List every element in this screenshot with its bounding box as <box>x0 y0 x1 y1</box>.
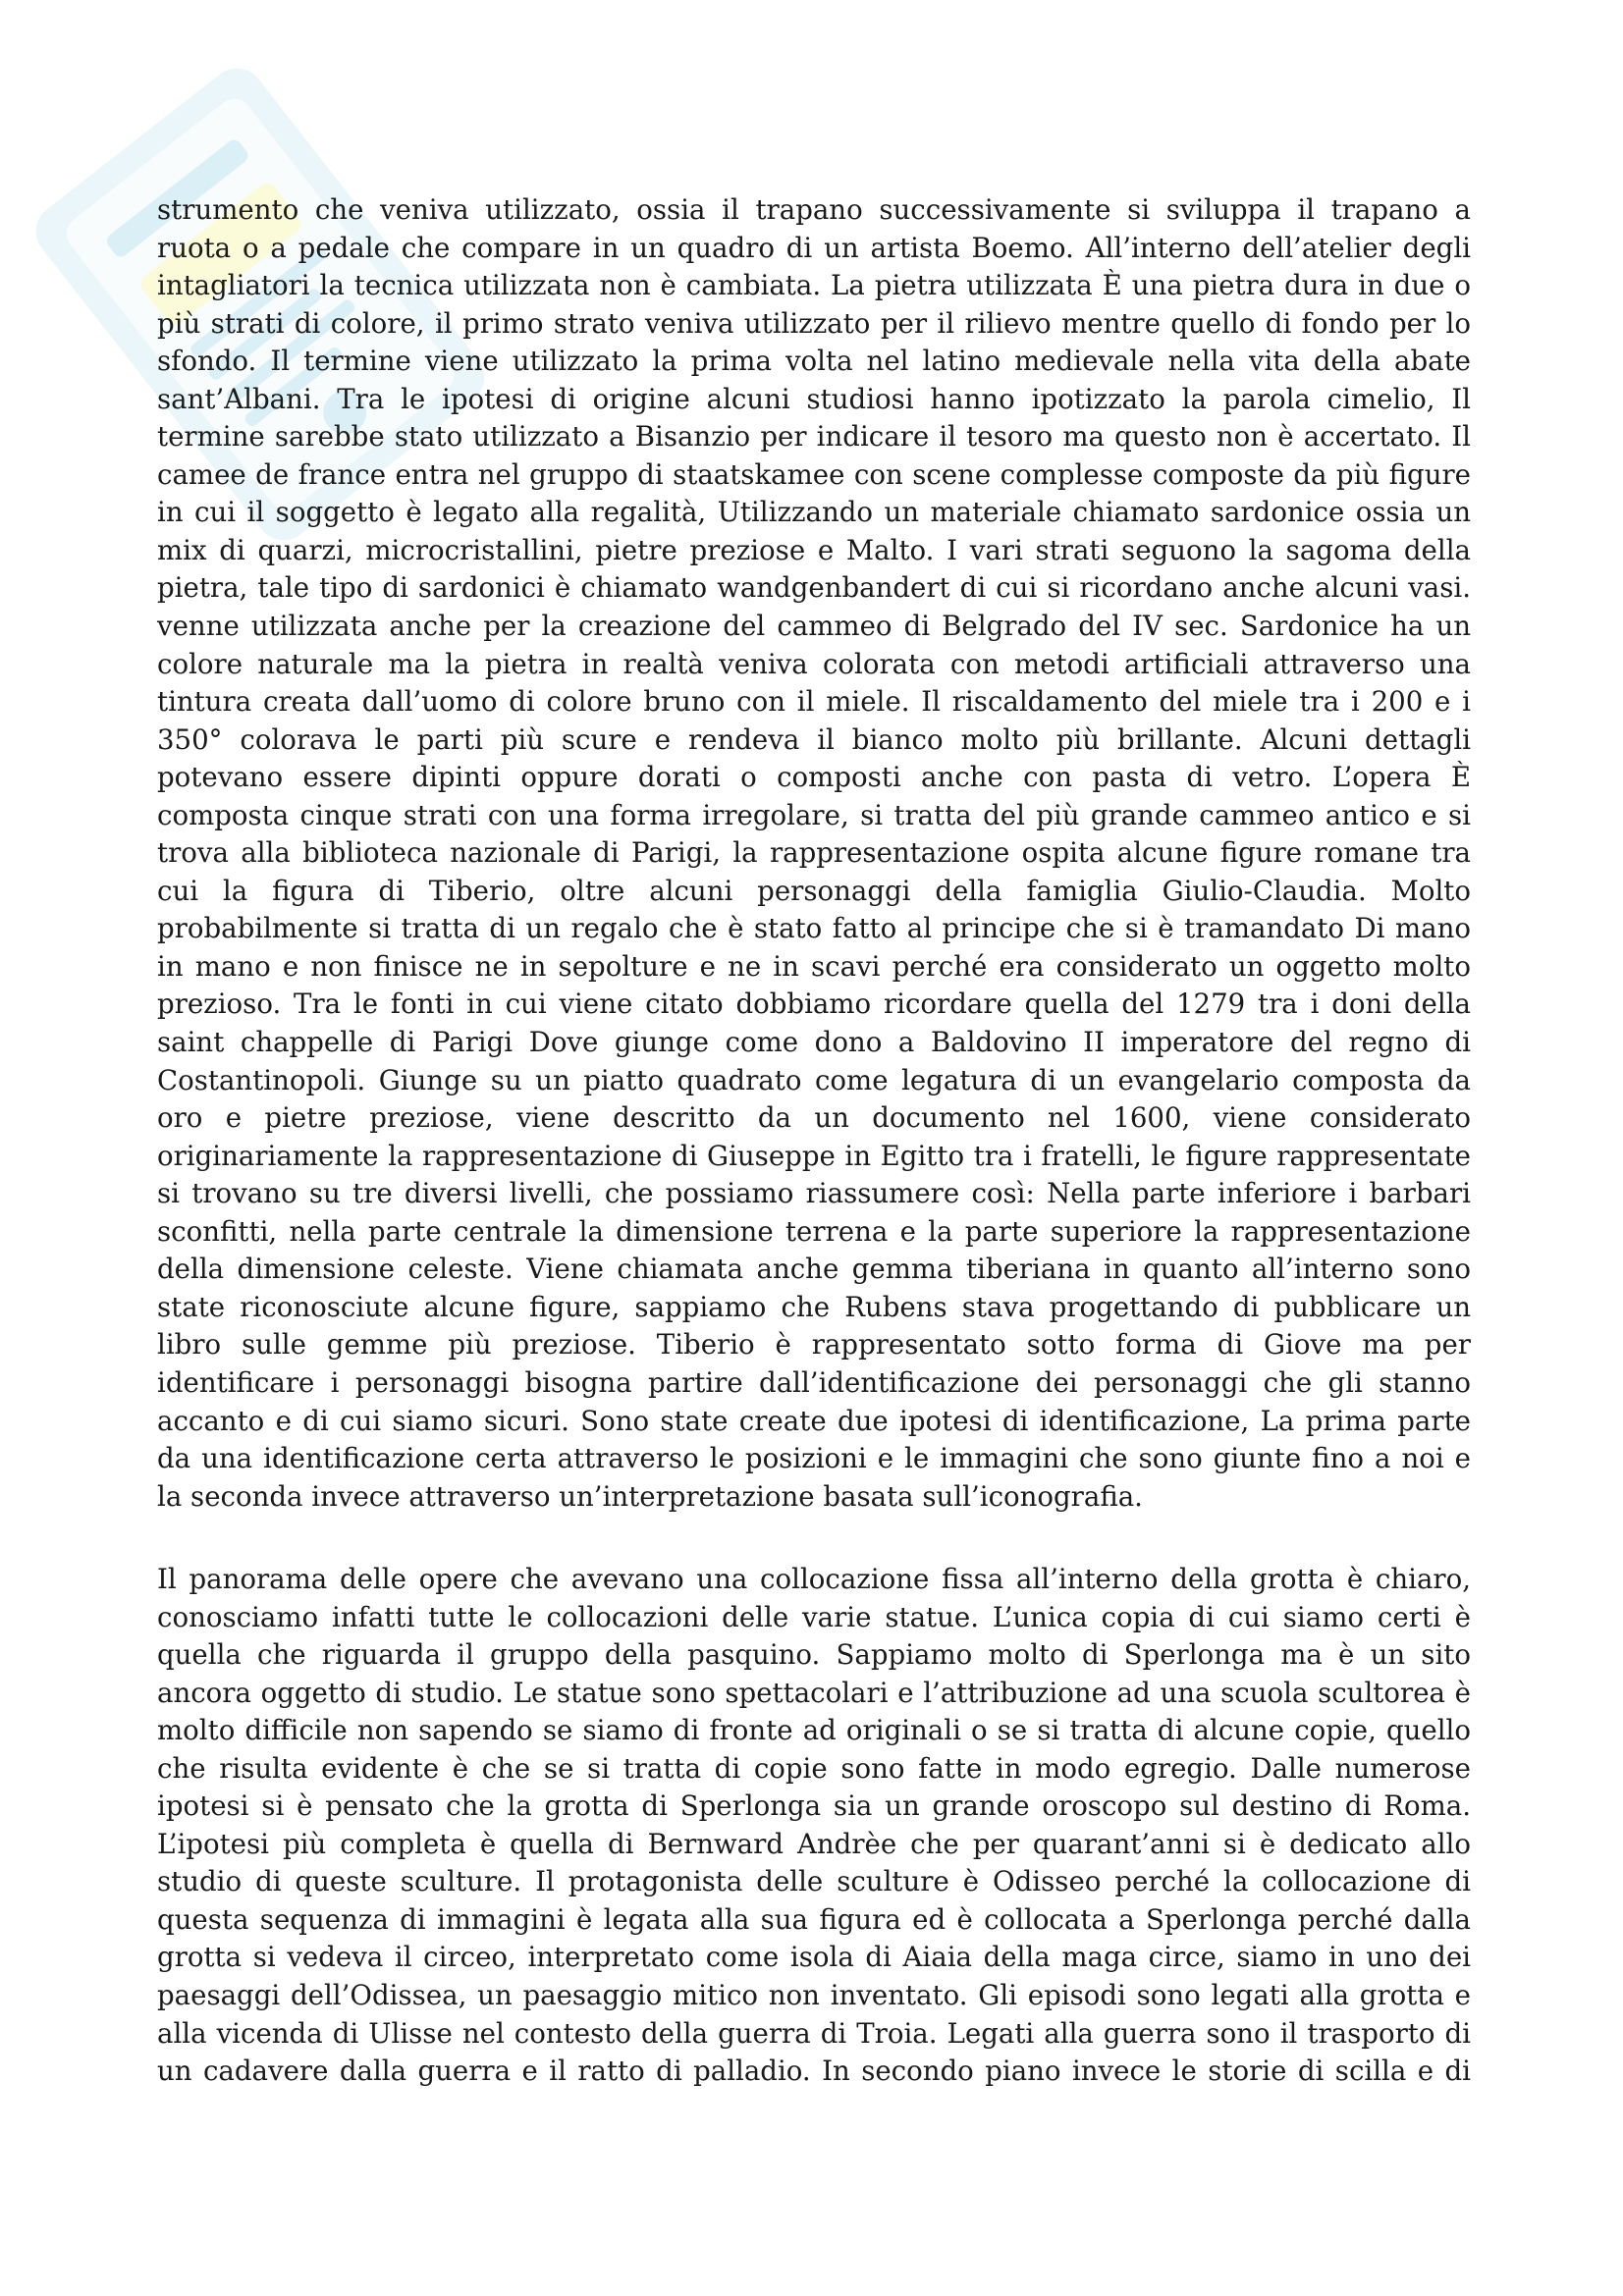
text-line: paesaggi dell’Odissea, un paesaggio mitico non inventato. Gli episodi sono legati alla grotta e <box>157 1979 1471 2012</box>
text-line: che risulta evidente è che se si tratta di copie sono fatte in modo egregio. Dalle numerose <box>157 1751 1471 1785</box>
text-line: trova alla biblioteca nazionale di Parigi, la rappresentazione ospita alcune figure romane tra <box>157 836 1471 870</box>
paragraph-2 <box>157 1561 1471 2091</box>
text-line: ipotesi si è pensato che la grotta di Sperlonga sia un grande oroscopo sul destino di Roma. <box>157 1789 1471 1823</box>
text-line: L’ipotesi più completa è quella di Bernward Andrèe che per quarant’anni si è dedicato allo <box>157 1827 1471 1860</box>
text-line: in cui il soggetto è legato alla regalità, Utilizzando un materiale chiamato sardonice ossia un <box>157 496 1471 529</box>
text-line: alla vicenda di Ulisse nel contesto della guerra di Troia. Legati alla guerra sono il trasporto di <box>157 2016 1471 2050</box>
text-line: conosciamo infatti tutte le collocazioni delle varie statue. L’unica copia di cui siamo certi è <box>157 1600 1471 1633</box>
paragraph-1 <box>157 191 1471 1516</box>
text-line: si trovano su tre diversi livelli, che possiamo riassumere così: Nella parte inferiore i barbari <box>157 1177 1471 1210</box>
text-line: 350° colorava le parti più scure e rendeva il bianco molto più brillante. Alcuni dettagli <box>157 722 1471 756</box>
text-line: ancora oggetto di studio. Le statue sono spettacolari e l’attribuzione ad una scuola scultorea è <box>157 1676 1471 1709</box>
text-line: accanto e di cui siamo sicuri. Sono state create due ipotesi di identificazione, La prima parte <box>157 1404 1471 1437</box>
text-line: intagliatori la tecnica utilizzata non è cambiata. La pietra utilizzata È una pietra dura in due o <box>157 269 1471 302</box>
text-line: sfondo. Il termine viene utilizzato la prima volta nel latino medievale nella vita della abate <box>157 345 1471 378</box>
text-line: strumento che veniva utilizzato, ossia il trapano successivamente si sviluppa il trapano a <box>157 193 1471 226</box>
text-line: in mano e non finisce ne in sepolture e ne in scavi perché era considerato un oggetto molto <box>157 949 1471 983</box>
text-line: colore naturale ma la pietra in realtà veniva colorata con metodi artificiali attraverso una <box>157 647 1471 680</box>
text-line: questa sequenza di immagini è legata alla sua figura ed è collocata a Sperlonga perché dalla <box>157 1902 1471 1936</box>
text-line: grotta si vedeva il circeo, interpretato come isola di Aiaia della maga circe, siamo in uno dei <box>157 1941 1471 1974</box>
text-line: prezioso. Tra le fonti in cui viene citato dobbiamo ricordare quella del 1279 tra i doni della <box>157 988 1471 1021</box>
text-line: identificare i personaggi bisogna partire dall’identificazione dei personaggi che gli stanno <box>157 1365 1471 1399</box>
text-line: libro sulle gemme più preziose. Tiberio è rappresentato sotto forma di Giove ma per <box>157 1328 1471 1362</box>
text-line: camee de france entra nel gruppo di staatskamee con scene complesse composte da più figure <box>157 457 1471 491</box>
text-line: potevano essere dipinti oppure dorati o composti anche con pasta di vetro. L’opera È <box>157 761 1471 794</box>
text-line: da una identificazione certa attraverso le posizioni e le immagini che sono giunte fino a noi e <box>157 1442 1471 1475</box>
text-line: sant’Albani. Tra le ipotesi di origine alcuni studiosi hanno ipotizzato la parola cimelio, Il <box>157 382 1471 415</box>
text-line: la seconda invece attraverso un’interpretazione basata sull’iconografia. <box>157 1479 1143 1513</box>
text-line: sconfitti, nella parte centrale la dimensione terrena e la parte superiore la rappresentazione <box>157 1214 1471 1248</box>
text-line: originariamente la rappresentazione di Giuseppe in Egitto tra i fratelli, le figure rappresentate <box>157 1139 1471 1172</box>
text-line: saint chappelle di Parigi Dove giunge come dono a Baldovino II imperatore del regno di <box>157 1026 1471 1059</box>
text-line: molto difficile non sapendo se siamo di fronte ad originali o se si tratta di alcune copie, quello <box>157 1714 1471 1747</box>
text-line: probabilmente si tratta di un regalo che è stato fatto al principe che si è tramandato Di mano <box>157 912 1471 945</box>
text-line: tintura creata dall’uomo di colore bruno con il miele. Il riscaldamento del miele tra i 200 e i <box>157 685 1471 719</box>
text-line: mix di quarzi, microcristallini, pietre preziose e Malto. I vari strati seguono la sagoma della <box>157 533 1471 566</box>
text-line: Il panorama delle opere che avevano una collocazione fissa all’interno della grotta è chiaro, <box>157 1563 1471 1595</box>
text-line: pietra, tale tipo di sardonici è chiamato wandgenbandert di cui si ricordano anche alcuni vasi. <box>157 571 1471 605</box>
text-line: composta cinque strati con una forma irregolare, si tratta del più grande cammeo antico e si <box>157 798 1471 831</box>
text-line: termine sarebbe stato utilizzato a Bisanzio per indicare il tesoro ma questo non è accertato. Il <box>157 420 1471 454</box>
text-line: oro e pietre preziose, viene descritto da un documento nel 1600, viene considerato <box>157 1101 1471 1135</box>
text-line: più strati di colore, il primo strato veniva utilizzato per il rilievo mentre quello di fondo per lo <box>157 306 1471 340</box>
text-line: Costantinopoli. Giunge su un piatto quadrato come legatura di un evangelario composta da <box>157 1063 1471 1096</box>
text-line: della dimensione celeste. Viene chiamata anche gemma tiberiana in quanto all’interno sono <box>157 1253 1471 1286</box>
text-line: venne utilizzata anche per la creazione del cammeo di Belgrado del IV sec. Sardonice ha un <box>157 610 1471 643</box>
text-line: ruota o a pedale che compare in un quadro di un artista Boemo. All’interno dell’atelier degli <box>157 231 1471 264</box>
text-line: state riconosciute alcune figure, sappiamo che Rubens stava progettando di pubblicare un <box>157 1290 1471 1323</box>
text-line: quella che riguarda il gruppo della pasquino. Sappiamo molto di Sperlonga ma è un sito <box>157 1638 1471 1672</box>
text-line: cui la figura di Tiberio, oltre alcuni personaggi della famiglia Giulio-Claudia. Molto <box>157 874 1471 907</box>
text-line: studio di queste sculture. Il protagonista delle sculture è Odisseo perché la collocazione di <box>157 1865 1471 1898</box>
text-line: un cadavere dalla guerra e il ratto di palladio. In secondo piano invece le storie di scilla e di <box>157 2055 1471 2088</box>
